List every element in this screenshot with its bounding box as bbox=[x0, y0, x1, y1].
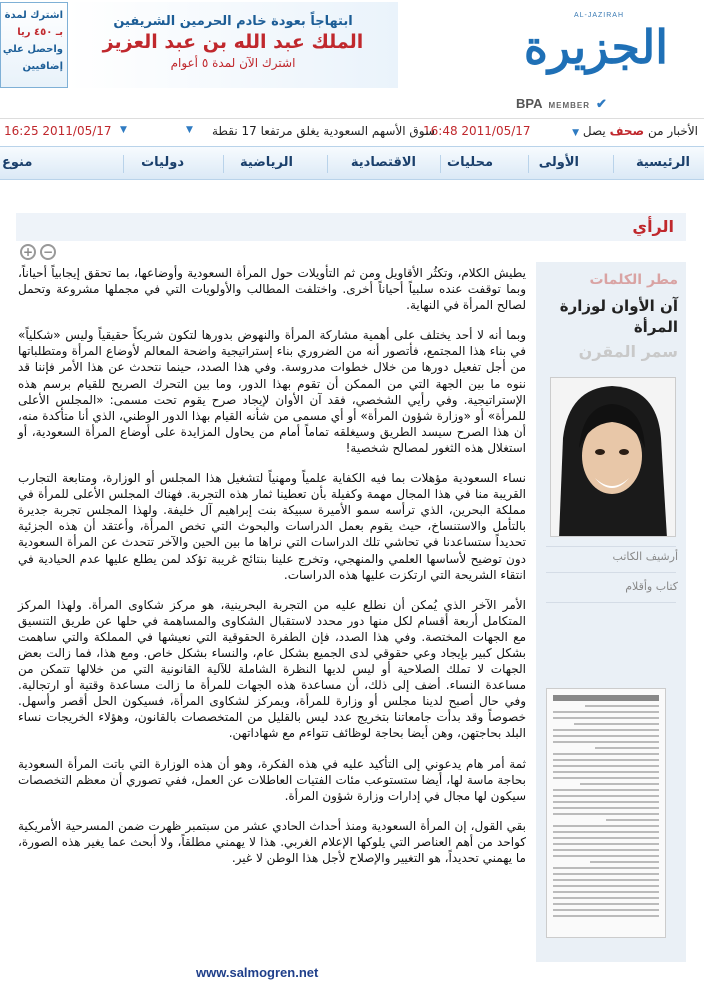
divider bbox=[546, 546, 676, 547]
writer-archive-link[interactable]: أرشيف الكاتب bbox=[612, 550, 678, 563]
nav-misc[interactable]: منوع bbox=[2, 155, 33, 170]
nav-separator bbox=[123, 155, 124, 173]
nav-local[interactable]: محليات bbox=[447, 155, 493, 170]
nav-first[interactable]: الأولى bbox=[538, 155, 579, 170]
writers-link[interactable]: كتاب وأقلام bbox=[625, 580, 678, 593]
site-logo[interactable] bbox=[470, 6, 670, 86]
ad-line-2: بـ ٤٥٠ ريا bbox=[17, 27, 63, 38]
main-nav bbox=[0, 146, 704, 180]
author-portrait-icon bbox=[550, 378, 675, 537]
article-paragraph: بقي القول، إن المرأة السعودية ومنذ أحداث الحادي عشر من سبتمبر ظهرت ضمن المسرحية الأمريكية كواحد من أهم العناصر التي يلوكها الإعلام الغربي. هذا لا يهمني مطلقاً، ولا أبحث عما يغير هذه الصورة، ما يهمني تحديداً، هو التغيير والإصلاح لأجل هذا الوطن لا غير. bbox=[18, 818, 526, 865]
author-website-link[interactable]: www.salmogren.net bbox=[196, 965, 319, 980]
article-body bbox=[18, 265, 526, 880]
newspaper-page-thumbnail[interactable] bbox=[546, 688, 666, 938]
nav-economy[interactable]: الاقتصادية bbox=[350, 155, 416, 170]
bpa-logo: BPA bbox=[516, 96, 543, 111]
article-paragraph: وبما أنه لا أحد يختلف على أهمية مشاركة المرأة والنهوض بدورها لتكون شريكاً حقيقياً وليس «شكلياً» في بناء هذا المجتمع، فأتصور أنه من الضروري بناء إستراتيجية واضحة المعالم لأوضاع المرأة ومتطلباتها من أجل تفعيل دورها من خلال خطوات مدروسة. وفي هذا الصدد، حينما نتحدث عن هذا الأمر فإننا قد ننوه ما بين الجهة التي من الممكن أن تقوم بهذا الدور، وما بين التحرك الصريح للقيام برسم هذه الإستراتيجية. وفي رأيي الشخصي، فقد آن الأوان لإيجاد صرح يقوم تحت مسمى: «المجلس الأعلى للمرأة» أو «وزارة شؤون المرأة» أو أي مسمى من شأنه القيام بهذا الدور الوطني، الذي أنا متأكدة منه، أن هذا الصرح سيسد الطريق وسيغلقه تماماً أمام من يحاول المزايدة على أوضاع المرأة السعودية، أو استغلال هذه الثغور لمصالح شخصية! bbox=[18, 328, 526, 455]
nav-separator bbox=[613, 155, 614, 173]
ticker-news-source[interactable] bbox=[572, 124, 698, 138]
ticker-headline[interactable]: سوق الأسهم السعودية يغلق مرتفعا 17 نقطة bbox=[212, 124, 435, 138]
article-paragraph: ثمة أمر هام يدعوني إلى التأكيد عليه في هذه الفكرة، وهو أن هذه الوزارة التي باتت المرأة السعودية بحاجة ماسة لها، أيضا ستستوعب مئات الفتيات العاطلات عن العمل، ففي تصوري أن معظم التخصصات سيكون لها مجال في إدارات وزارة شؤون المرأة. bbox=[18, 756, 526, 803]
author-photo bbox=[550, 377, 676, 537]
ad-line-3: واحصل علي bbox=[2, 44, 63, 55]
zoom-out-icon[interactable]: − bbox=[40, 244, 56, 260]
article-title: آن الأوان لوزارة المرأة bbox=[559, 297, 678, 336]
nav-home[interactable]: الرئيسية bbox=[635, 155, 690, 170]
logo-text: الجزيرة bbox=[523, 20, 668, 74]
section-header bbox=[16, 213, 686, 241]
subscription-ad[interactable] bbox=[0, 2, 68, 88]
article-paragraph: يطيش الكلام، وتكثُر الأقاويل ومن ثم التأويلات حول المرأة السعودية وأوضاعها، بما تحقق إيجابياً أحياناً، وبما توقفت عنده سلبياً أحياناً أخرى. واختلفت المطالب والأولويات التي في مجملها مشروعة وتحمل لصالح المرأة في النهاية. bbox=[18, 266, 526, 313]
check-icon: ✔ bbox=[596, 96, 607, 111]
divider bbox=[546, 572, 676, 573]
article-paragraph: الأمر الآخر الذي يُمكن أن نطلع عليه من التجربة البحرينية، هو مركز شكاوى المرأة. ولهذا المركز المتكامل أربعة أقسام لكل منها دور محدد لاستقبال الشكاوى والمساهمة في حلها عن طريق التنسيق مع الجهات المختصة. وفي هذا الصدد، فإن الطفرة الحقوقية التي نعيشها في المملكة والتي ساهمت بشكل كبير بإيجاد وعي حقوقي لدى الجميع بشكل عام، والنساء بشكل خاص. ومع هذا، فما زالت بعض الجهات لا تملك الصلاحية أو ليس لديها النظرة الشاملة للآلية القانونية التي من خلالها تتمكن من مساعدة النساء. أضف إلى ذلك، أن مساعدة هذه الجهات للمرأة ما زالت مساعدة وقتية أو ارتجالية. وفي حال أصبح لدينا مجلس أو وزارة للمرأة، ويمركز لشكاوى المرأة، فسيكون الحل أقصر وأسهل. خصوصاً وقد بدأت جامعاتنا بتخريج عدد ليس بالقليل من المتخصصات بالقانون، وهؤلاء الخريجات نساء البلد بحاجتهن، وهن أيضا بحاجة لوظائف تتواءم مع شهاداتهن. bbox=[18, 597, 526, 741]
banner-line-1: ابتهاجاً بعودة خادم الحرمين الشريفين bbox=[113, 14, 353, 29]
triangle-down-icon: ▼ bbox=[186, 125, 193, 135]
ticker-time: 16:48 2011/05/17 bbox=[423, 124, 531, 138]
writer-panel bbox=[536, 262, 686, 962]
bpa-member: MEMBER bbox=[548, 101, 591, 110]
divider bbox=[546, 602, 676, 603]
nav-separator bbox=[528, 155, 529, 173]
triangle-down-icon: ▼ bbox=[120, 125, 127, 135]
banner-line-2: الملك عبد الله بن عبد العزيز bbox=[102, 31, 364, 53]
ticker-news-suffix: يصل bbox=[582, 124, 606, 138]
section-title: الرأي bbox=[632, 217, 674, 236]
banner-line-3: اشترك الآن لمدة ٥ أعوام bbox=[170, 56, 296, 70]
ticker-news-label: الأخبار من bbox=[647, 124, 698, 138]
column-name: مطر الكلمات bbox=[589, 272, 678, 288]
site-header bbox=[0, 0, 704, 111]
article-paragraph: نساء السعودية مؤهلات بما فيه الكفاية علمياً ومهنياً لتشغيل هذا المجلس أو الوزارة، ومتابعة التجارب القريبة منا في هذا المجال مهمة وكفيلة بأن تعطينا ثمار هذه التجربة. فهناك المجلس الأعلى للمرأة في مملكة البحرين، الذي ترأسه سمو الأميرة سبيكة بنت إبراهيم آل خليفة. ولهذا المجلس تجربة جديرة بالتأمل والاستنساخ، حيث يقوم بعمل الدراسات والبحوث التي تخص المرأة، وأعتقد أن هذه الجزئية تحديداً ستساعدنا في تحاشي تلك الدراسات التي نراها ما بين الحين والآخر تتحدث عن المرأة السعودية دون توضيح لأساسها العلمي والمنهجي، وتخرج علينا بنتائج غريبة تؤكد لمن يطلع عليها عدم الحيادية في انتقاء الشريحة التي ارتكزت عليها هذه الدراسات. bbox=[18, 471, 526, 582]
ad-line-1: اشترك لمدة bbox=[4, 10, 63, 21]
nav-international[interactable]: دوليات bbox=[141, 155, 184, 170]
nav-separator bbox=[223, 155, 224, 173]
nav-sports[interactable]: الرياضية bbox=[240, 155, 293, 170]
logo-subtitle: AL-JAZIRAH bbox=[573, 12, 624, 19]
news-ticker bbox=[0, 118, 704, 144]
ticker-time: 16:25 2011/05/17 bbox=[4, 124, 112, 138]
triangle-down-icon: ▼ bbox=[572, 128, 580, 138]
bpa-badge bbox=[516, 96, 607, 112]
zoom-controls bbox=[20, 244, 60, 260]
promo-banner[interactable] bbox=[68, 2, 398, 88]
ad-line-4: إضافيين bbox=[22, 61, 63, 72]
nav-separator bbox=[327, 155, 328, 173]
author-name: سمر المقرن bbox=[578, 342, 678, 361]
nav-separator bbox=[440, 155, 441, 173]
ticker-source-logo: صحف bbox=[609, 124, 645, 138]
zoom-in-icon[interactable]: + bbox=[20, 244, 36, 260]
